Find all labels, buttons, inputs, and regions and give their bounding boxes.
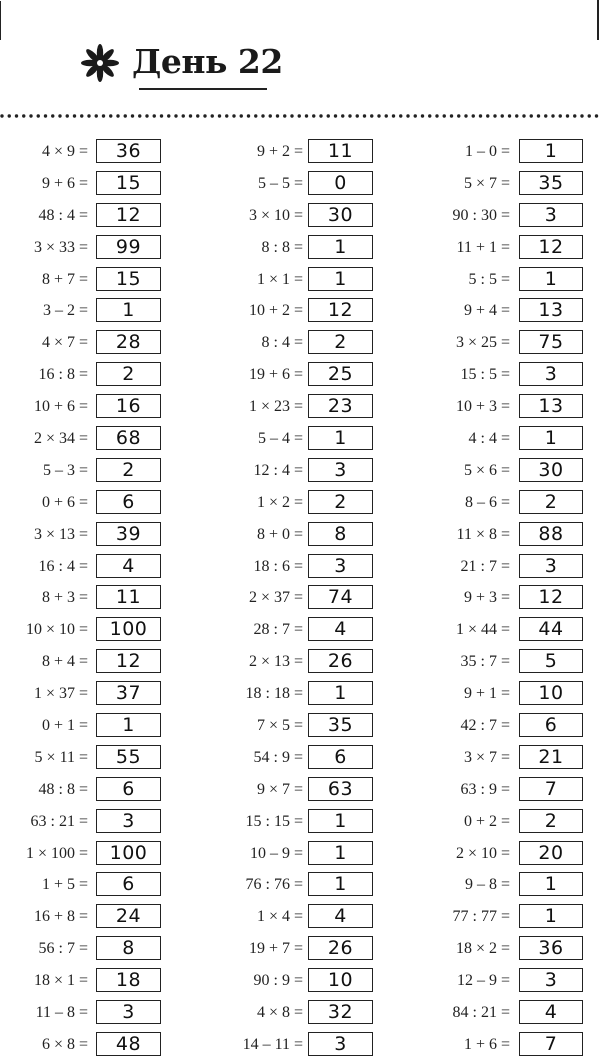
problem-row — [205, 614, 405, 646]
answer-box: 8 — [96, 936, 161, 960]
problem-row — [420, 901, 599, 933]
problem-expression: 10 + 2 = — [248, 302, 303, 320]
problem-expression: 12 – 9 = — [456, 972, 510, 990]
answer-box: 1 — [519, 904, 583, 928]
problem-row — [420, 455, 599, 487]
answer-box: 100 — [96, 617, 161, 641]
answer-box: 4 — [96, 554, 161, 578]
answer-box: 32 — [308, 1000, 373, 1024]
problem-row — [420, 997, 599, 1029]
answer-box: 75 — [519, 330, 583, 354]
problem-row — [420, 136, 599, 168]
problem-expression: 76 : 76 = — [245, 876, 303, 894]
problem-row — [0, 136, 190, 168]
problem-row — [0, 869, 190, 901]
problem-expression: 19 + 7 = — [248, 940, 303, 958]
answer-box: 37 — [96, 681, 161, 705]
answer-box: 24 — [96, 904, 161, 928]
problem-expression: 9 + 4 = — [463, 302, 510, 320]
problem-expression: 12 : 4 = — [253, 461, 303, 479]
problem-expression: 10 + 3 = — [455, 398, 510, 416]
problem-row — [205, 742, 405, 774]
problem-expression: 7 × 5 = — [256, 717, 303, 735]
problem-row — [420, 359, 599, 391]
problem-expression: 63 : 21 = — [30, 812, 88, 830]
problem-row — [420, 710, 599, 742]
answer-box: 1 — [308, 841, 373, 865]
problem-expression: 48 : 8 = — [38, 780, 88, 798]
problem-expression: 8 + 7 = — [41, 270, 88, 288]
problem-expression: 1 + 6 = — [463, 1035, 510, 1053]
answer-box: 12 — [96, 649, 161, 673]
problem-row — [0, 455, 190, 487]
problem-row — [205, 295, 405, 327]
problem-row — [0, 200, 190, 232]
answer-box: 15 — [96, 267, 161, 291]
answer-box: 18 — [96, 968, 161, 992]
problem-row — [0, 806, 190, 838]
answer-box: 2 — [308, 330, 373, 354]
answer-box: 26 — [308, 649, 373, 673]
problem-row — [420, 232, 599, 264]
answer-box: 10 — [519, 681, 583, 705]
answer-box: 1 — [308, 872, 373, 896]
problem-row — [205, 838, 405, 870]
problem-expression: 11 × 8 = — [456, 525, 510, 543]
answer-box: 3 — [308, 458, 373, 482]
problem-row — [205, 901, 405, 933]
problem-expression: 10 × 10 = — [25, 621, 88, 639]
problem-row — [420, 646, 599, 678]
problem-row — [0, 933, 190, 965]
problem-expression: 1 – 0 = — [464, 143, 510, 160]
problem-expression: 9 + 2 = — [256, 143, 303, 160]
problem-row — [0, 232, 190, 264]
answer-box: 3 — [519, 554, 583, 578]
problem-expression: 21 : 7 = — [460, 557, 510, 575]
problem-row — [0, 965, 190, 997]
answer-box: 12 — [308, 298, 373, 322]
problem-expression: 8 + 0 = — [256, 525, 303, 543]
answer-box: 8 — [308, 522, 373, 546]
problem-expression: 1 × 37 = — [33, 685, 88, 703]
answer-box: 2 — [519, 809, 583, 833]
problem-row — [205, 997, 405, 1029]
answer-box: 1 — [519, 267, 583, 291]
problem-row — [420, 200, 599, 232]
problem-row — [420, 519, 599, 551]
answer-box: 30 — [519, 458, 583, 482]
answer-box: 6 — [519, 713, 583, 737]
problem-expression: 9 × 7 = — [256, 780, 303, 798]
problem-expression: 3 – 2 = — [42, 302, 88, 320]
title-underline — [139, 88, 267, 90]
problem-row — [420, 582, 599, 614]
problem-row — [205, 965, 405, 997]
problem-expression: 5 – 4 = — [257, 430, 303, 448]
problem-expression: 5 × 11 = — [34, 748, 88, 766]
problem-expression: 8 : 4 = — [261, 334, 303, 352]
problem-row — [420, 168, 599, 200]
answer-box: 4 — [519, 1000, 583, 1024]
problem-row — [0, 487, 190, 519]
problem-expression: 6 × 8 = — [41, 1035, 88, 1053]
problem-row — [0, 423, 190, 455]
answer-box: 11 — [96, 585, 161, 609]
problem-column-3 — [420, 136, 599, 1061]
answer-box: 35 — [308, 713, 373, 737]
answer-box: 68 — [96, 426, 161, 450]
problem-row — [205, 1029, 405, 1061]
problem-row — [205, 582, 405, 614]
problem-expression: 4 × 9 = — [41, 143, 88, 160]
problem-row — [0, 327, 190, 359]
answer-box: 3 — [96, 1000, 161, 1024]
answer-box: 88 — [519, 522, 583, 546]
problem-expression: 9 + 1 = — [463, 685, 510, 703]
problem-row — [420, 1029, 599, 1061]
problem-row — [0, 391, 190, 423]
problem-row — [205, 933, 405, 965]
answer-box: 12 — [519, 585, 583, 609]
problem-expression: 2 × 13 = — [248, 653, 303, 671]
answer-box: 74 — [308, 585, 373, 609]
problem-expression: 84 : 21 = — [452, 1004, 510, 1022]
problem-row — [205, 710, 405, 742]
problem-expression: 1 × 23 = — [248, 398, 303, 416]
answer-box: 25 — [308, 362, 373, 386]
problem-expression: 9 – 8 = — [464, 876, 510, 894]
answer-box: 3 — [519, 968, 583, 992]
answer-box: 55 — [96, 745, 161, 769]
answer-box: 1 — [308, 235, 373, 259]
problem-expression: 5 – 5 = — [257, 174, 303, 192]
answer-box: 3 — [96, 809, 161, 833]
problem-expression: 0 + 1 = — [41, 717, 88, 735]
problem-expression: 1 × 2 = — [256, 493, 303, 511]
problem-expression: 48 : 4 = — [38, 206, 88, 224]
answer-box: 63 — [308, 777, 373, 801]
problem-expression: 19 + 6 = — [248, 366, 303, 384]
answer-box: 2 — [519, 490, 583, 514]
problem-expression: 10 + 6 = — [33, 398, 88, 416]
problem-expression: 2 × 10 = — [455, 844, 510, 862]
answer-box: 1 — [519, 872, 583, 896]
problem-expression: 8 : 8 = — [261, 238, 303, 256]
problem-row — [205, 678, 405, 710]
problem-expression: 11 + 1 = — [456, 238, 510, 256]
answer-box: 1 — [96, 713, 161, 737]
problem-expression: 8 – 6 = — [464, 493, 510, 511]
problem-expression: 8 + 3 = — [41, 589, 88, 607]
answer-box: 0 — [308, 171, 373, 195]
problem-expression: 1 × 4 = — [256, 908, 303, 926]
problem-row — [0, 519, 190, 551]
problem-row — [205, 423, 405, 455]
answer-box: 7 — [519, 777, 583, 801]
problem-expression: 1 × 100 = — [25, 844, 88, 862]
answer-box: 1 — [519, 139, 583, 163]
answer-box: 12 — [96, 203, 161, 227]
problem-row — [0, 359, 190, 391]
answer-box: 6 — [96, 872, 161, 896]
answer-box: 15 — [96, 171, 161, 195]
answer-box: 26 — [308, 936, 373, 960]
problem-expression: 4 × 7 = — [41, 334, 88, 352]
answer-box: 5 — [519, 649, 583, 673]
answer-box: 3 — [519, 203, 583, 227]
problem-expression: 1 + 5 = — [41, 876, 88, 894]
answer-box: 7 — [519, 1032, 583, 1056]
problem-row — [205, 806, 405, 838]
answer-box: 1 — [308, 267, 373, 291]
problem-row — [0, 678, 190, 710]
problem-expression: 8 + 4 = — [41, 653, 88, 671]
problem-expression: 4 × 8 = — [256, 1004, 303, 1022]
problem-row — [0, 774, 190, 806]
problem-expression: 3 × 7 = — [463, 748, 510, 766]
problem-row — [420, 487, 599, 519]
problem-expression: 1 × 1 = — [256, 270, 303, 288]
problem-expression: 5 × 7 = — [463, 174, 510, 192]
problem-expression: 18 : 6 = — [253, 557, 303, 575]
answer-box: 13 — [519, 298, 583, 322]
problem-column-2 — [205, 136, 405, 1061]
problem-row — [205, 136, 405, 168]
answer-box: 13 — [519, 394, 583, 418]
problem-expression: 28 : 7 = — [253, 621, 303, 639]
problem-row — [0, 264, 190, 296]
answer-box: 12 — [519, 235, 583, 259]
problem-row — [420, 423, 599, 455]
problem-expression: 9 + 3 = — [463, 589, 510, 607]
problem-expression: 77 : 77 = — [452, 908, 510, 926]
problem-expression: 18 × 1 = — [33, 972, 88, 990]
answer-box: 6 — [308, 745, 373, 769]
problem-row — [420, 295, 599, 327]
answer-box: 4 — [308, 617, 373, 641]
problem-expression: 3 × 33 = — [33, 238, 88, 256]
problem-expression: 15 : 15 = — [245, 812, 303, 830]
answer-box: 10 — [308, 968, 373, 992]
problem-expression: 0 + 2 = — [463, 812, 510, 830]
problem-expression: 90 : 30 = — [452, 206, 510, 224]
problem-expression: 5 – 3 = — [42, 461, 88, 479]
problem-expression: 56 : 7 = — [38, 940, 88, 958]
problem-expression: 3 × 25 = — [455, 334, 510, 352]
problem-expression: 5 × 6 = — [463, 461, 510, 479]
problem-row — [420, 614, 599, 646]
answer-box: 36 — [96, 139, 161, 163]
answer-box: 30 — [308, 203, 373, 227]
answer-box: 2 — [96, 362, 161, 386]
problem-expression: 5 : 5 = — [468, 270, 510, 288]
problem-row — [0, 1029, 190, 1061]
problem-row — [420, 774, 599, 806]
problem-expression: 4 : 4 = — [468, 430, 510, 448]
dotted-divider — [0, 113, 599, 119]
answer-box: 2 — [308, 490, 373, 514]
page-header — [80, 34, 283, 92]
problem-row — [205, 455, 405, 487]
problem-expression: 0 + 6 = — [41, 493, 88, 511]
answer-box: 1 — [308, 809, 373, 833]
problem-expression: 16 + 8 = — [33, 908, 88, 926]
problem-row — [205, 519, 405, 551]
problem-row — [205, 168, 405, 200]
problem-row — [420, 742, 599, 774]
problem-expression: 1 × 44 = — [455, 621, 510, 639]
problem-row — [205, 646, 405, 678]
answer-box: 1 — [308, 681, 373, 705]
problem-row — [0, 710, 190, 742]
answer-box: 36 — [519, 936, 583, 960]
problem-expression: 35 : 7 = — [460, 653, 510, 671]
problem-row — [420, 838, 599, 870]
problem-row — [0, 551, 190, 583]
answer-box: 44 — [519, 617, 583, 641]
problem-row — [205, 487, 405, 519]
problem-expression: 2 × 37 = — [248, 589, 303, 607]
problem-row — [420, 869, 599, 901]
problem-expression: 54 : 9 = — [253, 748, 303, 766]
answer-box: 20 — [519, 841, 583, 865]
answer-box: 1 — [519, 426, 583, 450]
problem-expression: 14 – 11 = — [242, 1035, 303, 1053]
answer-box: 99 — [96, 235, 161, 259]
problem-expression: 9 + 6 = — [41, 174, 88, 192]
problem-row — [420, 678, 599, 710]
problem-expression: 18 × 2 = — [455, 940, 510, 958]
answer-box: 21 — [519, 745, 583, 769]
answer-box: 2 — [96, 458, 161, 482]
problem-row — [0, 646, 190, 678]
problem-row — [420, 806, 599, 838]
problem-expression: 2 × 34 = — [33, 430, 88, 448]
problem-row — [0, 997, 190, 1029]
problem-row — [0, 168, 190, 200]
answer-box: 3 — [308, 554, 373, 578]
problem-row — [205, 264, 405, 296]
problem-row — [0, 295, 190, 327]
answer-box: 35 — [519, 171, 583, 195]
asterisk-flower-icon — [80, 43, 120, 83]
problem-row — [205, 391, 405, 423]
problem-row — [205, 551, 405, 583]
problem-row — [0, 901, 190, 933]
problem-expression: 63 : 9 = — [460, 780, 510, 798]
answer-box: 1 — [96, 298, 161, 322]
problem-expression: 3 × 10 = — [248, 206, 303, 224]
answer-box: 6 — [96, 777, 161, 801]
problem-row — [420, 551, 599, 583]
problem-row — [420, 933, 599, 965]
answer-box: 23 — [308, 394, 373, 418]
answer-box: 48 — [96, 1032, 161, 1056]
problem-expression: 18 : 18 = — [245, 685, 303, 703]
problem-expression: 15 : 5 = — [460, 366, 510, 384]
problem-expression: 11 – 8 = — [35, 1004, 88, 1022]
answer-box: 11 — [308, 139, 373, 163]
problem-row — [0, 614, 190, 646]
problem-row — [420, 391, 599, 423]
problem-row — [205, 359, 405, 391]
answer-box: 28 — [96, 330, 161, 354]
problem-row — [205, 869, 405, 901]
problem-expression: 42 : 7 = — [460, 717, 510, 735]
answer-box: 1 — [308, 426, 373, 450]
problem-expression: 90 : 9 = — [253, 972, 303, 990]
problem-row — [205, 327, 405, 359]
problem-row — [205, 232, 405, 264]
problem-row — [420, 264, 599, 296]
answer-box: 100 — [96, 841, 161, 865]
problem-row — [205, 774, 405, 806]
problem-expression: 16 : 4 = — [38, 557, 88, 575]
problem-expression: 10 – 9 = — [249, 844, 303, 862]
problem-row — [420, 327, 599, 359]
problem-row — [0, 838, 190, 870]
answer-box: 4 — [308, 904, 373, 928]
problem-expression: 16 : 8 = — [38, 366, 88, 384]
problem-expression: 3 × 13 = — [33, 525, 88, 543]
answer-box: 39 — [96, 522, 161, 546]
problem-row — [420, 965, 599, 997]
answer-box: 16 — [96, 394, 161, 418]
problem-row — [0, 582, 190, 614]
answer-box: 3 — [308, 1032, 373, 1056]
answer-box: 6 — [96, 490, 161, 514]
answer-box: 3 — [519, 362, 583, 386]
page-title: День 22 — [132, 41, 283, 81]
problem-row — [205, 200, 405, 232]
problem-column-1 — [0, 136, 190, 1061]
problem-row — [0, 742, 190, 774]
